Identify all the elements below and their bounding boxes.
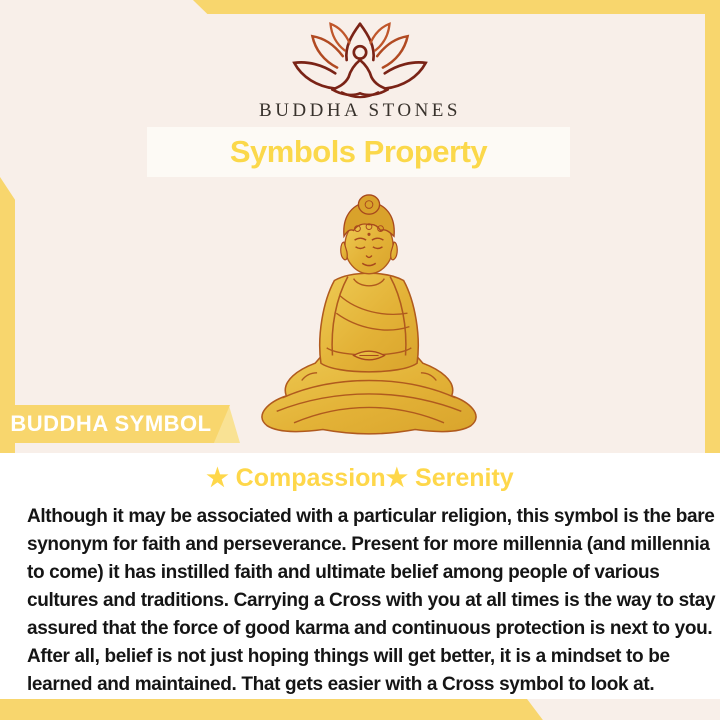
description-paragraph: Although it may be associated with a particular religion, this symbol is the bare synonym for faith and perseverance. Present for more millennia (and millennia to come) it has instilled faith and ultimate belief among people of various cultures and traditions. Carrying a Cross with you at all times is the way to stay assured that the force of good karma and continuous protection is next to you. After all, belief is not just hoping things will get better, it is a mindset to be learned and maintained. That gets easier with a Cross symbol to look at.	[27, 506, 716, 695]
traits-heading: ★ Compassion★ Serenity	[206, 464, 514, 492]
buddha-illustration	[244, 188, 494, 448]
brand-name: BUDDHA STONES	[259, 100, 461, 121]
page-title: Symbols Property	[229, 134, 488, 169]
ribbon-label: BUDDHA SYMBOL	[10, 411, 212, 436]
bottom-accent-bar	[0, 699, 720, 720]
top-accent-bar	[0, 0, 720, 14]
lotus-logo-icon	[285, 20, 435, 100]
